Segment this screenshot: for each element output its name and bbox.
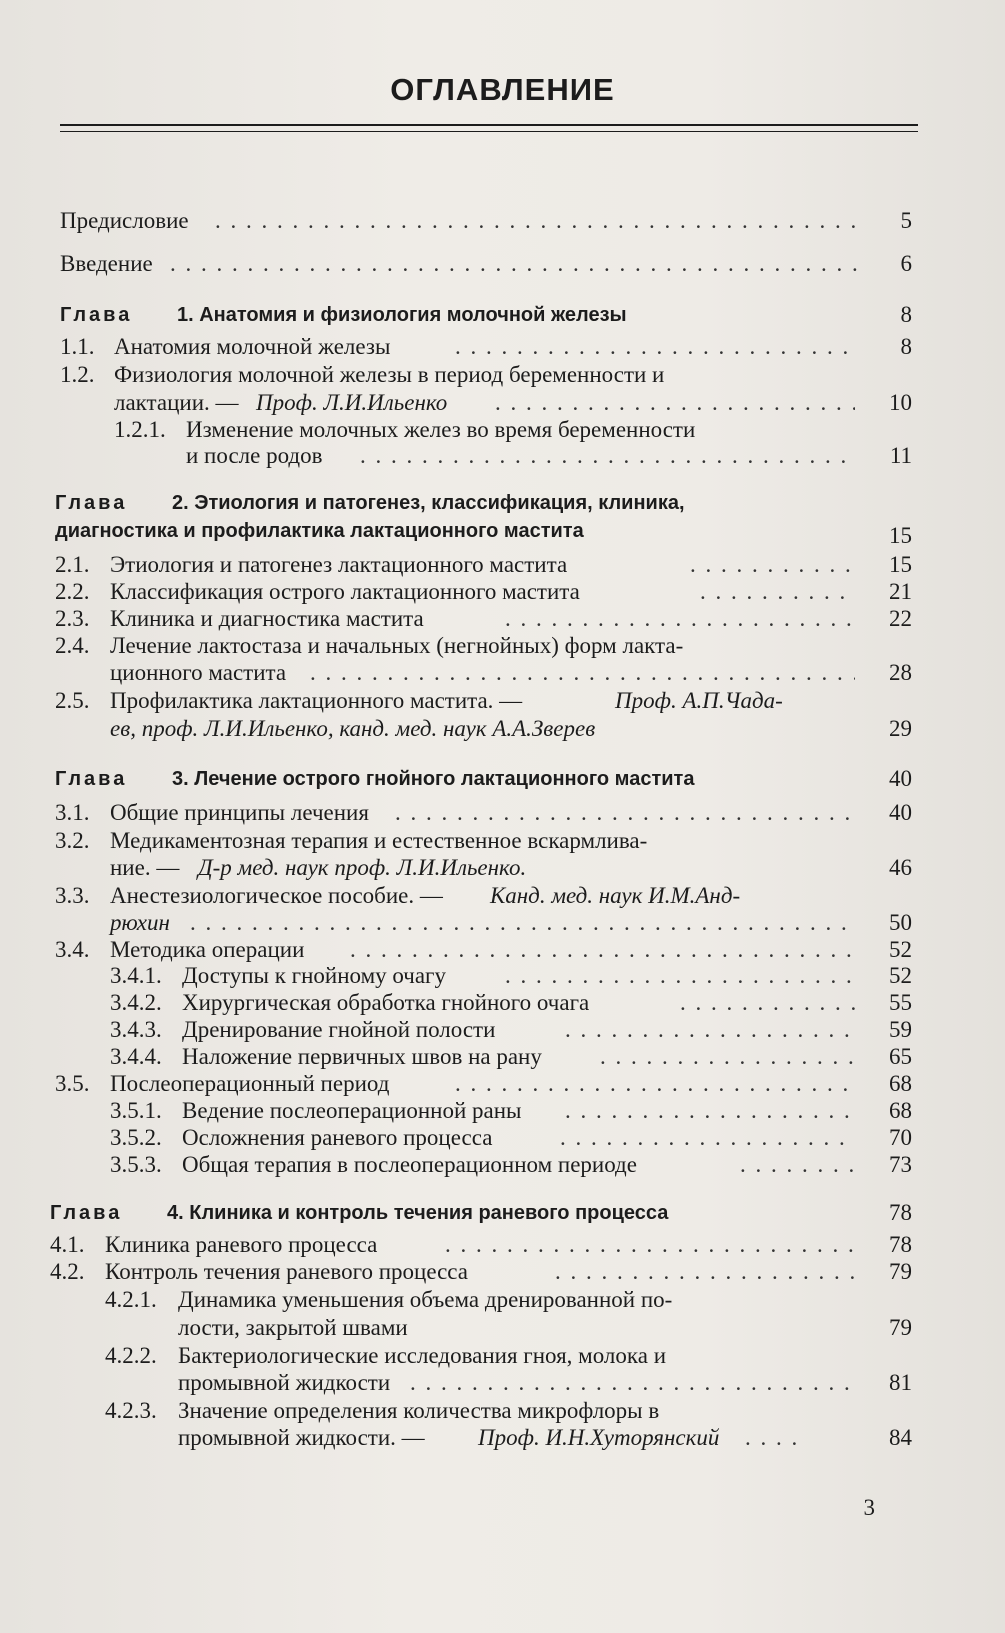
leader-dots bbox=[360, 443, 855, 469]
table-of-contents: Предисловие . . . 5 Введение . . . 6 Глава 1. Анатомия и физиология молочной железы 8 1.1. Анатомия молочной железы . . . 8 1.2. Физиология молочной железы в период беременности и лактации. — Проф. Л.И.Ильенко . . . 10 1.2.1. Изменение молочных желез во время беременности и после родов . . . 11 Глава 2. Этиология и патогенез, классификация, клиника, диагностика и профилактика лактационного мастита 15 2.1. Этиология и патогенез лактационного мастита . . . 15 2.2. Классификация острого лактационного мастита . . . 21 2.3. Клиника и диагностика мастита . . . 22 2.4. Лечение лактостаза и начальных (негнойных) форм лакта- ционного мастита . . . 28 2.5. Профилактика лактационного мастита. — Проф. А.П.Чада- ев, проф. Л.И.Ильенко, канд. мед. наук А.А.Зверев 29 Глава 3. Лечение острого гнойного лактационного мастита 40 3.1. Общие принципы лечения . . . 40 3.2. Медикаментозная терапия и естественное вскармлива- ние. — Д-р мед. наук проф. Л.И.Ильенко. 46 3.3. Анестезиологическое пособие. — Канд. мед. наук И.М.Анд- рюхин . . . 50 3.4. Методика операции . . . 52 3.4.1. Доступы к гнойному очагу . . . 52 3.4.2. Хирургическая обработка гнойного очага . . . 55 3.4.3. Дренирование гнойной полости . . . 59 3.4.4. Наложение первичных швов на рану . . . 65 3.5. Послеоперационный период . . . 68 3.5.1. Ведение послеоперационной раны . . . 68 3.5.2. Осложнения раневого процесса . . . 70 3.5.3. Общая терапия в послеоперационном периоде . . . 73 Глава 4. Клиника и контроль течения раневого процесса 78 4.1. Клиника раневого процесса . . . 78 4.2. Контроль течения раневого процесса . . . 79 4.2.1. Динамика уменьшения объема дренированной по- лости, закрытой швами 79 4.2.2. Бактериологические исследования гноя, молока и промывной жидкости . . . 81 4.2.3. Значение определения количества микрофлоры в промывной жидкости. — Проф. И.Н.Хуторянский . . . 84 bbox=[0, 0, 1005, 1633]
page-title: ОГЛАВЛЕНИЕ bbox=[390, 72, 615, 107]
leader-dots bbox=[410, 1370, 855, 1396]
leader-dots bbox=[565, 1098, 855, 1124]
leader-dots bbox=[505, 606, 855, 632]
leader-dots bbox=[560, 1125, 855, 1151]
leader-dots bbox=[680, 990, 855, 1016]
leader-dots bbox=[745, 1425, 805, 1451]
leader-dots bbox=[555, 1259, 855, 1285]
leader-dots bbox=[190, 910, 855, 936]
leader-dots bbox=[310, 660, 855, 686]
leader-dots bbox=[395, 800, 855, 826]
leader-dots bbox=[445, 1232, 855, 1258]
leader-dots bbox=[505, 963, 855, 989]
leader-dots bbox=[740, 1152, 855, 1178]
leader-dots bbox=[690, 552, 855, 578]
leader-dots bbox=[170, 251, 860, 277]
page-number: 3 bbox=[863, 1495, 875, 1520]
leader-dots bbox=[455, 334, 855, 360]
leader-dots bbox=[215, 208, 855, 234]
leader-dots bbox=[700, 579, 855, 605]
leader-dots bbox=[455, 1071, 855, 1097]
leader-dots bbox=[350, 937, 855, 963]
leader-dots bbox=[600, 1044, 855, 1070]
leader-dots bbox=[495, 390, 855, 416]
leader-dots bbox=[565, 1017, 855, 1043]
